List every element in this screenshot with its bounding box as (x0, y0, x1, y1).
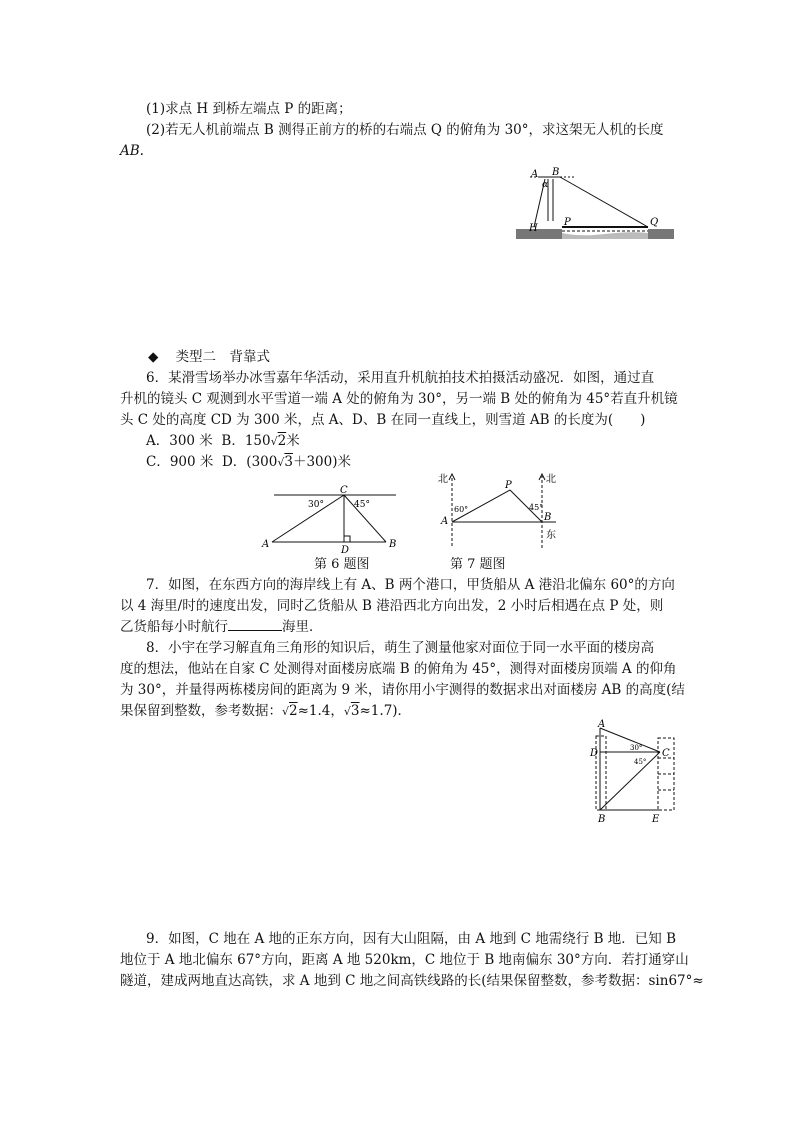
q6-option-a: A．300 米 (146, 433, 213, 449)
fig5-label-alpha: α (542, 180, 549, 190)
fig7-north-b: 北 (546, 474, 556, 485)
fig6-angle-30: 30° (308, 500, 324, 510)
fig6-angle-45: 45° (354, 500, 370, 510)
sight-line-bq (560, 177, 648, 227)
q9-line1: 9．如图，C 地在 A 地的正东方向，因有大山阻隔，由 A 地到 C 地需绕行 B 地．已知 B (146, 931, 676, 947)
fig7-east: 东 (546, 530, 556, 541)
q8-radicand-3: 3 (350, 703, 360, 719)
fig8-angle-45: 45° (634, 758, 647, 766)
q7-answer-blank[interactable] (228, 618, 282, 631)
figure-q6 (258, 482, 403, 554)
q8-line4-c: ≈1.7)． (359, 703, 412, 719)
figure-q5 (510, 165, 680, 245)
q6-option-c: C．900 米 (146, 454, 214, 470)
fig5-label-q: Q (650, 217, 659, 228)
fig6-caption: 第 6 题图 (314, 557, 370, 572)
q6-line1: 6．某滑雪场举办冰雪嘉年华活动，采用直升机航拍技术拍摄活动盛况．如图，通过直 (146, 370, 655, 386)
q6-option-d-radicand: 3 (284, 454, 293, 470)
q8-line4-b: ≈1.4， (297, 703, 344, 719)
fig5-label-p: P (564, 217, 571, 228)
fig7-label-b: B (544, 512, 552, 523)
q6-options-ab: A．300 米 B．150√2米 (146, 433, 300, 449)
q9-line3: 隧道，建成两地直达高铁，求 A 地到 C 地之间高铁线路的长(结果保留整数，参考数据：sin67°≈ (120, 973, 704, 989)
q6-line3: 头 C 处的高度 CD 为 300 米，点 A、D、B 在同一直线上，则雪道 AB 的长度为( ) (120, 412, 646, 428)
fig7-label-a: A (441, 516, 449, 527)
q7-line1: 7．如图，在东西方向的海岸线上有 A、B 两个港口，甲货船从 A 港沿北偏东 60°的方向 (146, 577, 675, 593)
q5-sub2-line2: AB. (120, 143, 144, 159)
q6-options-cd: C．900 米 D．(300√3＋300)米 (146, 454, 351, 470)
fig8-label-d: D (590, 748, 599, 759)
fig6-label-d: D (341, 545, 350, 556)
q5-sub2-line1: (2)若无人机前端点 B 测得正前方的桥的右端点 Q 的俯角为 30°，求这架无人机的长度 (146, 122, 664, 138)
q8-line4: 果保留到整数，参考数据：√2≈1.4，√3≈1.7)． (120, 703, 412, 719)
q7-line2: 以 4 海里/时的速度出发，同时乙货船从 B 港沿西北方向出发，2 小时后相遇在点 P 处，则 (120, 598, 664, 614)
section-title: 类型二 背靠式 (175, 349, 271, 365)
figure-q8 (590, 718, 685, 826)
q6-option-b: B．150 (221, 433, 271, 449)
fig8-label-c: C (662, 748, 670, 759)
fig7-caption: 第 7 题图 (450, 557, 506, 572)
section-heading (148, 348, 270, 366)
fig8-label-a: A (598, 719, 606, 730)
fig8-label-b: B (598, 814, 606, 825)
q8-line2: 度的想法，他站在自家 C 处测得对面楼房底端 B 的俯角为 45°，测得对面楼房顶端 A 的仰角 (120, 661, 677, 677)
fig6-label-c: C (340, 485, 348, 496)
fig7-north-a: 北 (438, 474, 448, 485)
q5-sub1: (1)求点 H 到桥左端点 P 的距离； (146, 101, 352, 117)
fig7-angle-45: 45° (529, 503, 544, 512)
fig5-label-a: A (531, 169, 539, 180)
q6-line2: 升机的镜头 C 观测到水平雪道一端 A 处的俯角为 30°，另一端 B 处的俯角为 45°若直升机镜 (120, 391, 678, 407)
q7-line3-a: 乙货船每小时航行 (120, 619, 228, 635)
segment-cb (600, 752, 660, 810)
q8-line4-a: 果保留到整数，参考数据： (120, 703, 282, 719)
q8-radicand-2: 2 (289, 703, 298, 719)
q9-line2: 地位于 A 地北偏东 67°方向，距离 A 地 520km，C 地位于 B 地南偏东 30°方向．若打通穿山 (120, 952, 689, 968)
fig5-label-b: B (552, 167, 560, 178)
q8-line1: 8．小宇在学习解直角三角形的知识后，萌生了测量他家对面位于同一水平面的楼房高 (146, 640, 655, 656)
section-bullet: ◆ (148, 349, 159, 365)
fig7-label-p: P (505, 480, 512, 491)
fig5-label-h: H (529, 223, 538, 234)
fig6-label-b: B (389, 539, 397, 550)
q7-line3-b: 海里． (282, 619, 323, 635)
fig7-angle-60: 60° (454, 505, 469, 514)
fig6-label-a: A (262, 539, 270, 550)
figure-q7 (432, 468, 562, 553)
q6-option-b-radicand: 2 (277, 433, 287, 449)
right-angle-mark (344, 536, 350, 542)
fig8-angle-30: 30° (630, 744, 643, 752)
q6-option-d-rest: ＋300)米 (292, 454, 351, 470)
q7-line3 (120, 618, 323, 636)
fig8-label-e: E (652, 814, 660, 825)
q8-line3: 为 30°，并量得两栋楼房间的距离为 9 米，请你用小宇测得的数据求出对面楼房 AB 的高度(结 (120, 682, 685, 698)
q6-option-d: D．(300 (221, 454, 278, 470)
q6-option-b-unit: 米 (286, 433, 300, 449)
